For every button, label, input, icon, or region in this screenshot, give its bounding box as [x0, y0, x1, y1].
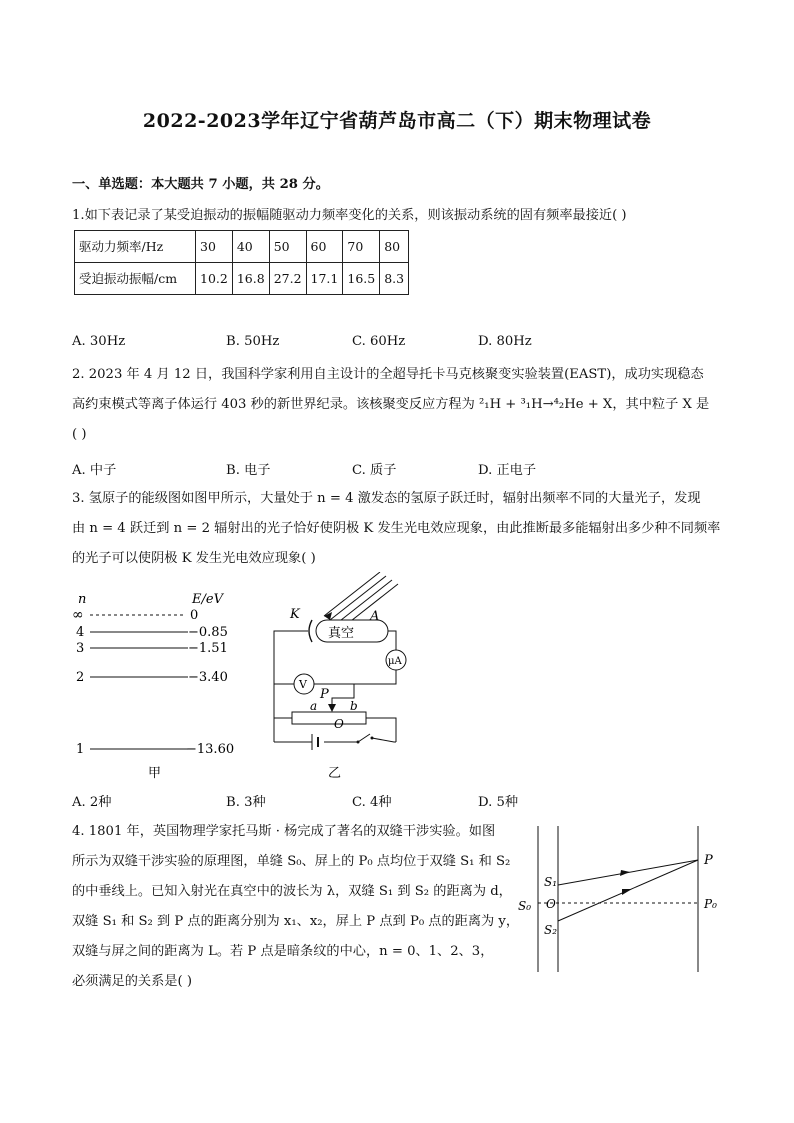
table-row: [75, 231, 409, 263]
level-e-label: −3.40: [188, 670, 228, 685]
q4-line-4: 双缝 S₁ 和 S₂ 到 P 点的距离分别为 x₁、x₂，屏上 P 点到 P₀ 点的距离为 y，: [72, 914, 520, 929]
q3-option-b[interactable]: B. 3种: [226, 795, 266, 810]
q3-line-2: 由 n = 4 跃迁到 n = 2 辐射出的光子恰好使阴极 K 发生光电效应现象，由此推断最多能辐射出多少种不同频率: [72, 521, 721, 536]
table-cell: 40: [232, 231, 269, 263]
q1-option-d[interactable]: D. 80Hz: [478, 334, 532, 349]
switch-terminal: [371, 737, 374, 740]
q4-line-6: 必须满足的关系是( ): [72, 974, 192, 989]
slider-arrow: [328, 704, 336, 712]
microammeter-label: μA: [388, 656, 402, 667]
photoelectric-circuit-diagram: [266, 572, 416, 812]
q2-option-c[interactable]: C. 质子: [352, 463, 397, 478]
cathode-plate: [309, 620, 312, 642]
rheostat-end-a: a: [310, 699, 318, 713]
wire: [372, 738, 396, 742]
table-cell: 17.1: [306, 263, 343, 295]
table-cell: 驱动力频率/Hz: [75, 231, 196, 263]
wire: [388, 631, 396, 650]
rheostat: [292, 712, 366, 724]
level-n-label: 3: [76, 641, 85, 656]
table-cell: 60: [306, 231, 343, 263]
figure-caption-yi: 乙: [328, 766, 342, 781]
slit-s0-label: S₀: [518, 899, 532, 913]
rheostat-end-b: b: [350, 699, 358, 713]
switch-blade: [358, 734, 370, 742]
q4-line-2: 所示为双缝干涉实验的原理图，单缝 S₀、屏上的 P₀ 点均位于双缝 S₁ 和 S₂: [72, 854, 511, 869]
vacuum-label: 真空: [328, 626, 355, 641]
q2-line-3: ( ): [72, 427, 87, 442]
table-cell: 10.2: [196, 263, 233, 295]
section-heading: 一、单选题：本大题共 7 小题，共 28 分。: [72, 177, 329, 192]
table-cell: 50: [269, 231, 306, 263]
q3-option-c[interactable]: C. 4种: [352, 795, 392, 810]
n-axis-label: n: [78, 592, 87, 607]
level-n-label: 2: [76, 670, 85, 685]
q1-option-b[interactable]: B. 50Hz: [226, 334, 280, 349]
point-p0-label: P₀: [704, 897, 717, 911]
q2-line-1: 2. 2023 年 4 月 12 日，我国科学家利用自主设计的全超导托卡马克核聚变实验装置(EAST)，成功实现稳态: [72, 367, 704, 382]
table-cell: 16.5: [343, 263, 380, 295]
q4-line-5: 双缝与屏之间的距离为 L。若 P 点是暗条纹的中心，n = 0、1、2、3，: [72, 944, 494, 959]
arrow-head: [620, 870, 630, 876]
table-cell: 80: [380, 231, 409, 263]
q3-line-1: 3. 氢原子的能级图如图甲所示，大量处于 n = 4 激发态的氢原子跃迁时，辐射出频率不同的大量光子，发现: [72, 491, 701, 506]
q1-stem: 1.如下表记录了某受迫振动的振幅随驱动力频率变化的关系，则该振动系统的固有频率最接近( ): [72, 208, 627, 223]
table-cell: 受迫振动振幅/cm: [75, 263, 196, 295]
energy-level-diagram: [66, 585, 246, 785]
q4-line-3: 的中垂线上。已知入射光在真空中的波长为 λ，双缝 S₁ 到 S₂ 的距离为 d，: [72, 884, 512, 899]
level-n-label: 4: [76, 625, 85, 640]
q2-option-a[interactable]: A. 中子: [72, 463, 117, 478]
slit-s1-label: S₁: [544, 875, 558, 889]
level-e-label: −0.85: [188, 625, 228, 640]
q2-option-d[interactable]: D. 正电子: [478, 463, 537, 478]
point-p-label: P: [704, 853, 713, 868]
table-cell: 27.2: [269, 263, 306, 295]
table-row: [75, 263, 409, 295]
q3-option-a[interactable]: A. 2种: [72, 795, 112, 810]
q2-line-2: 高约束模式等离子体运行 403 秒的新世界纪录。该核聚变反应方程为 ²₁H + ³₁H→⁴₂He + X，其中粒子 X 是: [72, 397, 710, 412]
table-cell: 70: [343, 231, 380, 263]
q3-option-d[interactable]: D. 5种: [478, 795, 519, 810]
q3-line-3: 的光子可以使阴极 K 发生光电效应现象( ): [72, 551, 316, 566]
level-n-label: 1: [76, 742, 85, 757]
double-slit-diagram: [512, 818, 732, 978]
vibration-table: [74, 230, 409, 295]
slit-s2-label: S₂: [544, 923, 558, 937]
table-cell: 16.8: [232, 263, 269, 295]
table-cell: 30: [196, 231, 233, 263]
level-n-label: ∞: [72, 607, 84, 623]
point-o-label: O: [546, 897, 556, 911]
rheostat-mid-o: O: [334, 717, 344, 731]
voltmeter-label: V: [299, 678, 307, 691]
anode-label: A: [370, 609, 380, 624]
level-e-label: −1.51: [188, 641, 228, 656]
cathode-label: K: [290, 607, 300, 622]
q2-option-b[interactable]: B. 电子: [226, 463, 271, 478]
wire: [314, 670, 396, 684]
light-ray: [336, 580, 392, 624]
page-title: 2022-2023学年辽宁省葫芦岛市高二（下）期末物理试卷: [142, 110, 652, 132]
level-e-label: 0: [190, 608, 199, 623]
level-e-label: −13.60: [186, 742, 235, 757]
e-axis-label: E/eV: [192, 592, 223, 607]
q4-line-1: 4. 1801 年，英国物理学家托马斯 · 杨完成了著名的双缝干涉实验。如图: [72, 824, 496, 839]
wire: [366, 718, 396, 742]
slider-label: P: [320, 687, 329, 702]
figure-caption-jia: 甲: [148, 766, 162, 781]
table-cell: 8.3: [380, 263, 409, 295]
q1-option-a[interactable]: A. 30Hz: [72, 334, 126, 349]
q1-option-c[interactable]: C. 60Hz: [352, 334, 406, 349]
